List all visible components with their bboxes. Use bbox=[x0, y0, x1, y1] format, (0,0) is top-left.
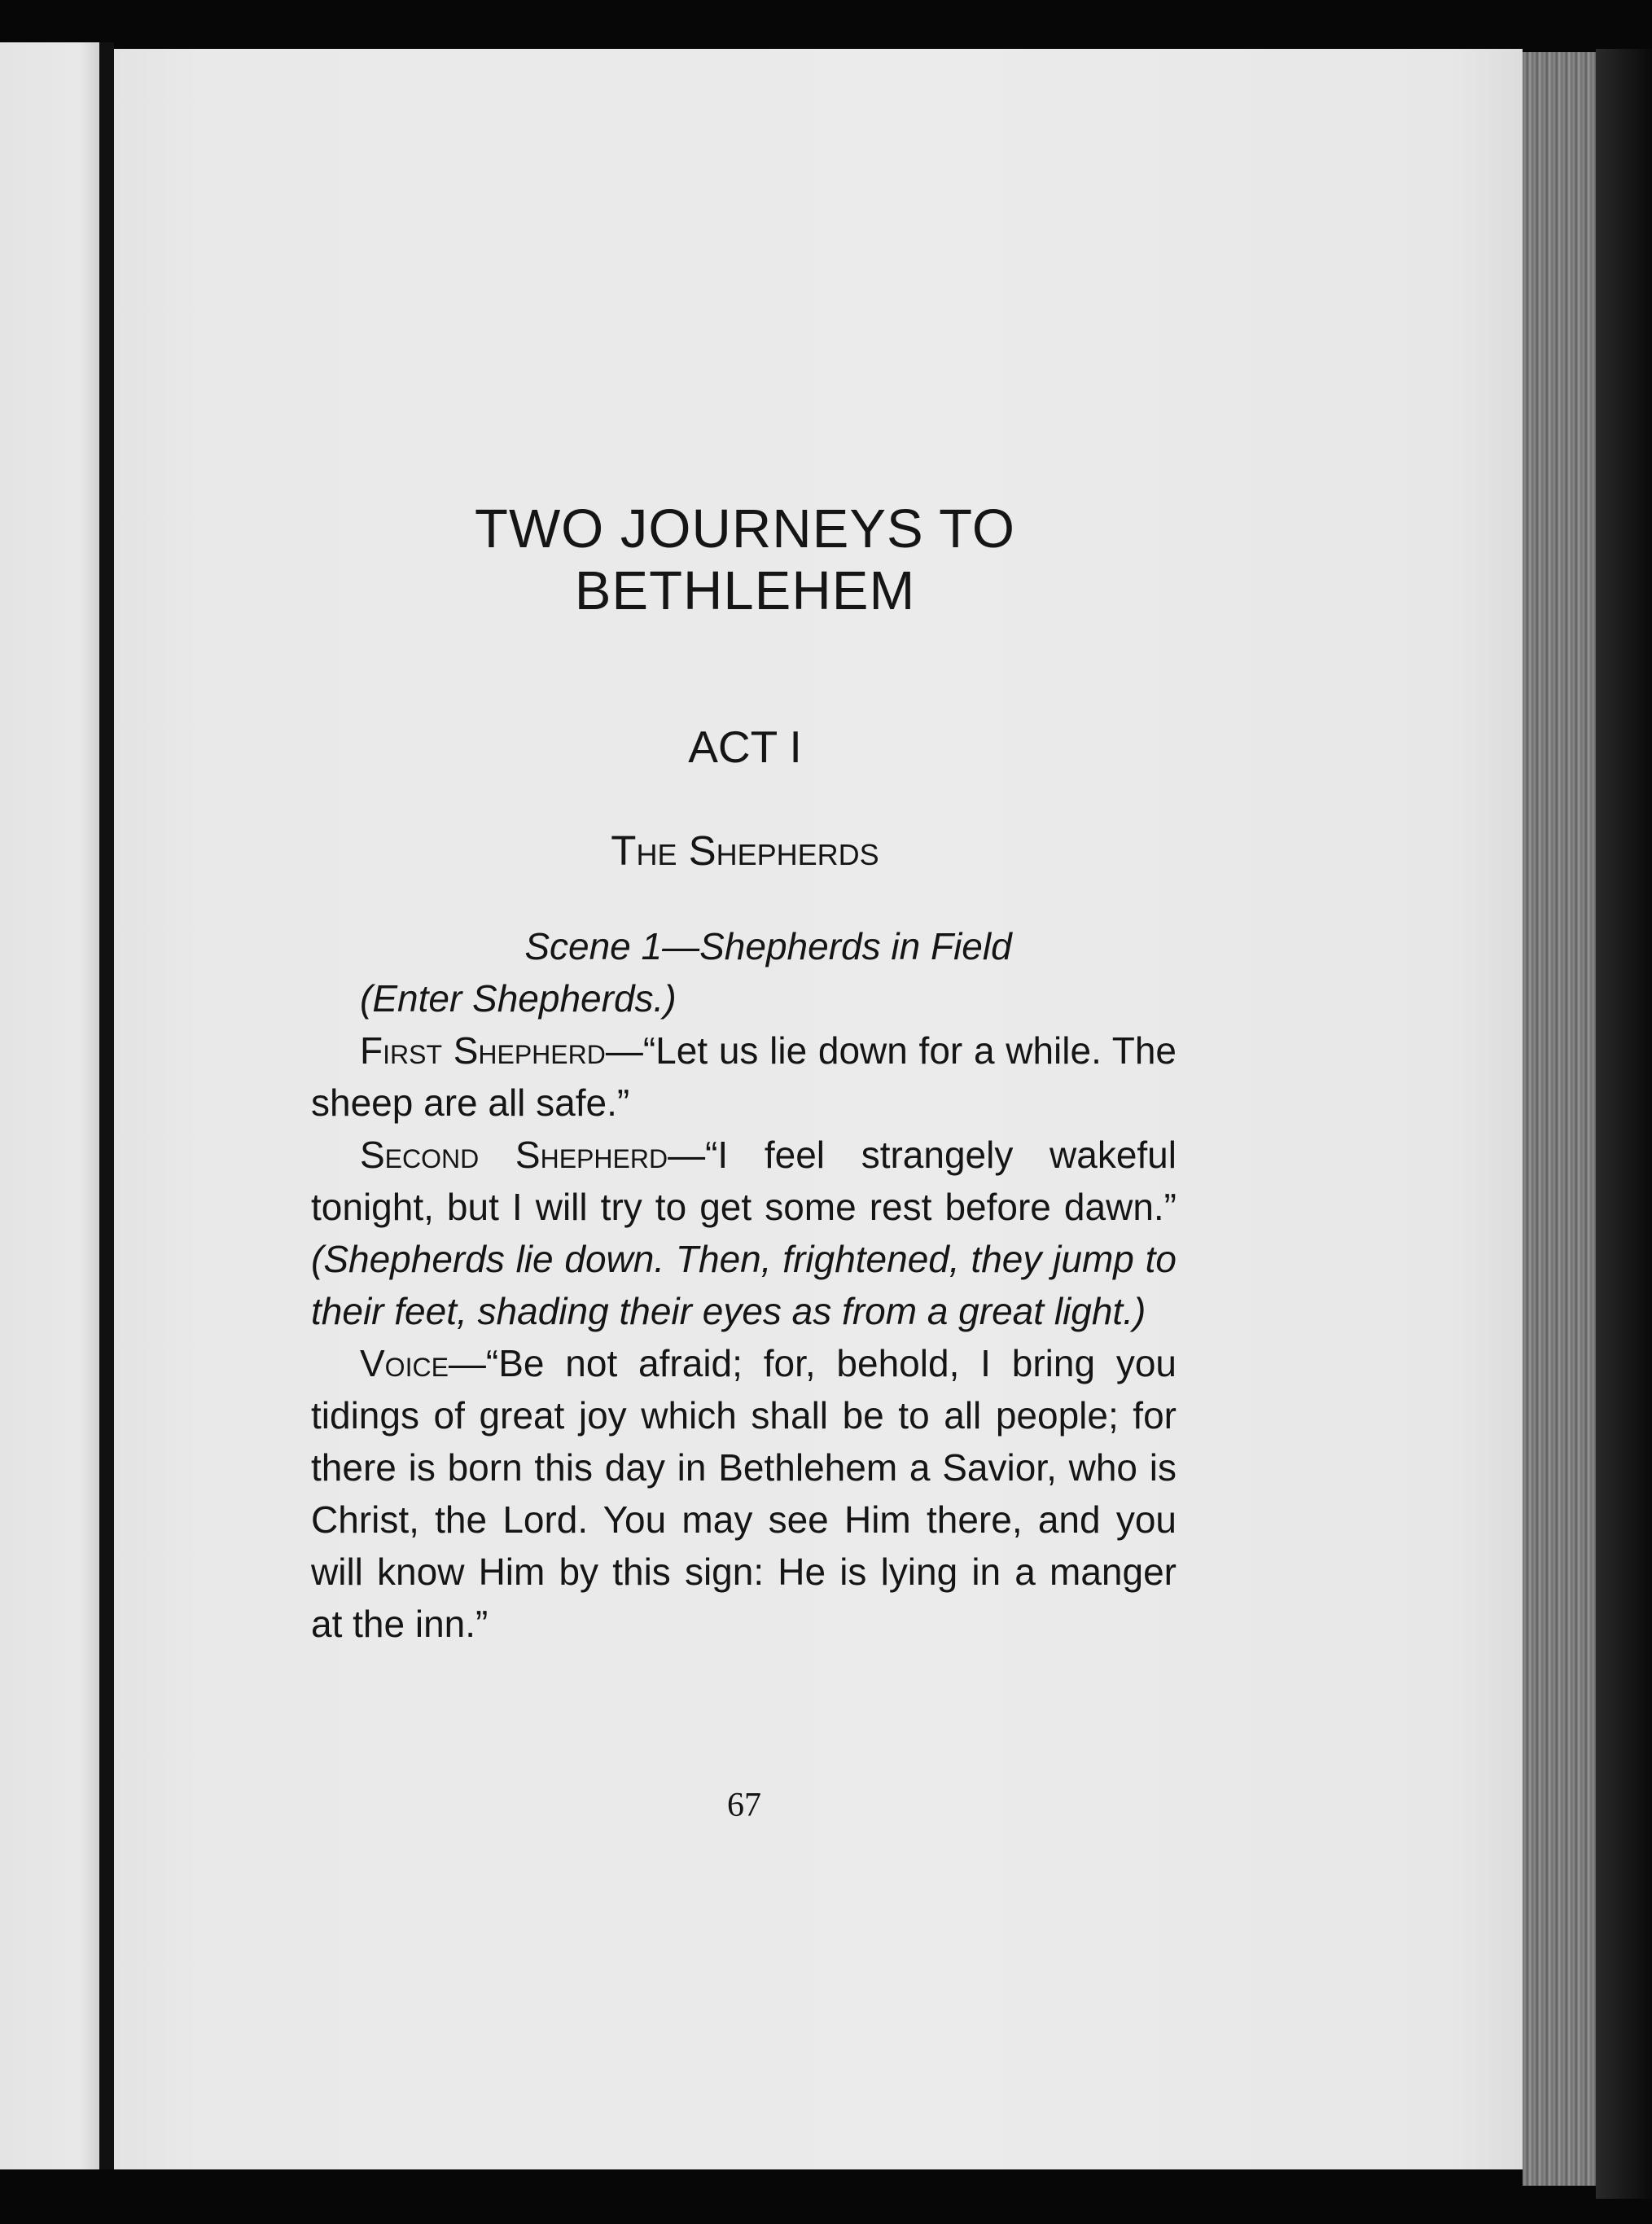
dialogue-line bbox=[311, 1337, 1177, 1650]
stage-direction: (Enter Shepherds.) bbox=[360, 977, 677, 1020]
speaker-dash: — bbox=[605, 1029, 643, 1072]
dialogue-line bbox=[311, 1024, 1177, 1129]
dialogue-text: “Be not afraid; for, behold, I bring you tidings of great joy which shall be to all people; for there is born this day in Bethlehem a Savior, who is Christ, the Lord. You may see Him there, and you will know Him by this sign: He is lying in a manger at the inn.” bbox=[311, 1342, 1177, 1645]
title-line-2: BETHLEHEM bbox=[574, 560, 916, 621]
page-title bbox=[313, 498, 1177, 622]
speaker-name: First Shepherd bbox=[360, 1029, 606, 1072]
dialogue-line bbox=[311, 1129, 1177, 1337]
dialogue-text: “I feel strangely wakeful tonight, but I will try to get some rest before dawn.” bbox=[311, 1134, 1177, 1228]
stage-direction: (Shepherds lie down. Then, frightened, they jump to their feet, shading their eyes as from a great light.) bbox=[311, 1238, 1177, 1332]
speaker-dash: — bbox=[668, 1134, 706, 1176]
title-line-1: TWO JOURNEYS TO bbox=[475, 498, 1015, 559]
dialogue-text: “Let us lie down for a while. The sheep are all safe.” bbox=[311, 1029, 1177, 1124]
speaker-name: Second Shepherd bbox=[360, 1134, 668, 1176]
act-heading: ACT I bbox=[688, 722, 802, 772]
speaker-dash: — bbox=[448, 1342, 486, 1384]
page-number: 67 bbox=[727, 1787, 761, 1824]
speaker-name: Voice bbox=[360, 1342, 449, 1384]
act-subtitle: The Shepherds bbox=[611, 827, 879, 874]
scene-heading: Scene 1—Shepherds in Field bbox=[524, 925, 1012, 967]
play-body bbox=[311, 920, 1177, 1650]
